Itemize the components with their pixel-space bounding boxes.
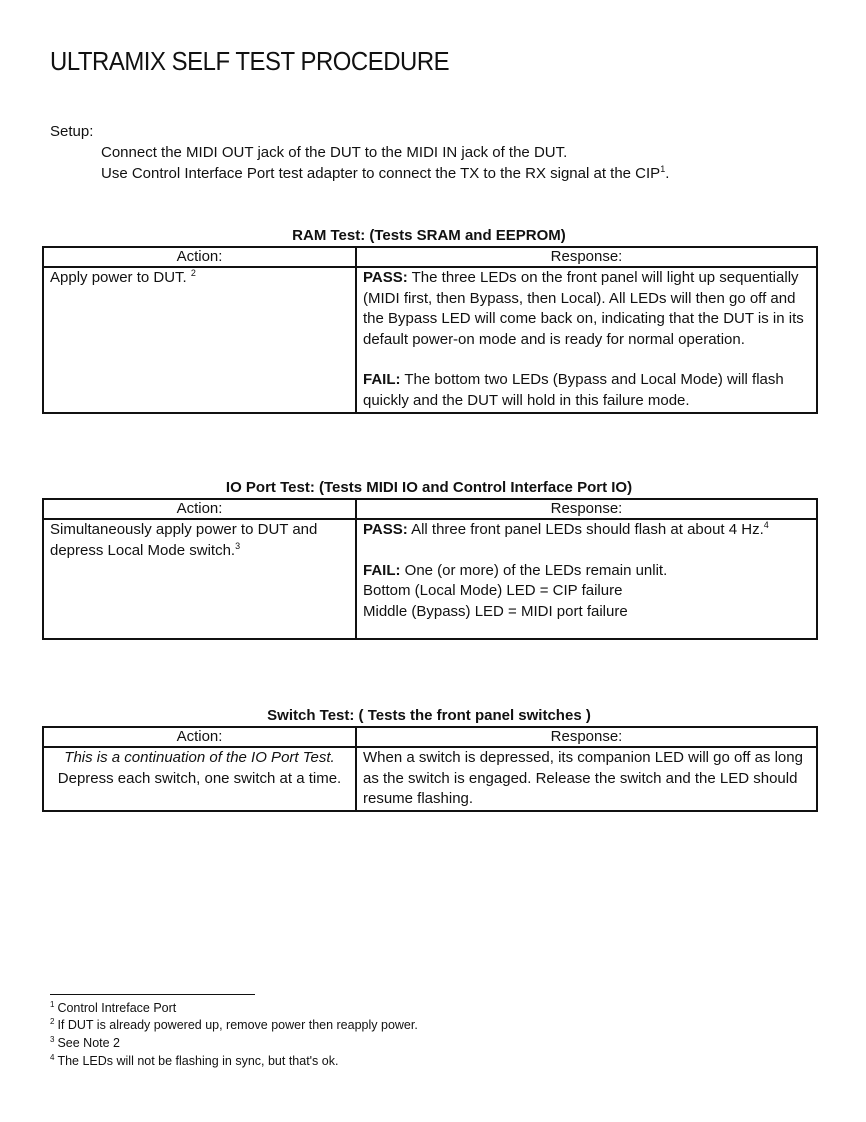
footnote-divider [50,994,255,995]
io-action-header: Action: [43,499,356,519]
footnote-1-number: 1 [50,999,55,1009]
switch-caption-rest: Test: ( Tests the front panel switches ) [315,707,591,724]
footnote-1 [50,1001,176,1015]
ram-action-cell [43,267,356,413]
ram-response-header: Response: [356,247,817,267]
setup-line-2 [101,165,669,182]
switch-caption-bold: Switch [267,707,316,724]
ram-test-caption: RAM Test: (Tests SRAM and EEPROM) [292,227,566,244]
ram-pass-text [363,268,810,350]
footnote-ref-4: 4 [763,520,769,530]
io-pass-label: PASS: [363,521,408,538]
footnote-1-text: Control Intreface Port [57,1001,177,1015]
footnote-2-text: If DUT is already powered up, remove power then reapply power. [57,1018,418,1032]
footnote-3-text: See Note 2 [57,1036,120,1050]
io-pass-body: All three front panel LEDs should flash at about 4 Hz. [407,521,764,538]
io-fail-label: FAIL: [363,561,401,579]
footnote-ref-1: 1 [660,164,666,174]
ram-pass-body: The three LEDs on the front panel will light up sequentially (MIDI first, then Bypass, then Local). All LEDs will then go off and the Bypass LED will come back on, indicating that the DUT is in its default power-on mode and is ready for normal operation. [363,269,804,348]
io-response-cell [356,519,817,639]
footnote-3-number: 3 [50,1034,55,1044]
io-action-cell [43,519,356,639]
footnote-ref-2: 2 [190,268,196,278]
ram-pass-label: PASS: [363,269,408,286]
io-test-table [42,498,818,640]
ram-response-cell [356,267,817,413]
io-action-text: Simultaneously apply power to DUT and depress Local Mode switch. [50,521,318,559]
footnote-4-text: The LEDs will not be flashing in sync, but that's ok. [57,1054,339,1068]
setup-line-2-end: . [665,165,670,182]
switch-action-cell [43,747,356,811]
ram-fail-label: FAIL: [363,371,401,388]
io-fail-text [363,561,810,582]
footnote-4 [50,1054,338,1068]
switch-test-caption [42,707,816,724]
ram-test-table [42,246,818,414]
switch-action-header: Action: [43,727,356,747]
io-test-caption: IO Port Test: (Tests MIDI IO and Control Interface Port IO) [225,479,633,496]
footnote-2-number: 2 [50,1016,55,1026]
setup-line-1: Connect the MIDI OUT jack of the DUT to the MIDI IN jack of the DUT. [101,144,568,161]
io-response-header: Response: [356,499,817,519]
io-fail-line-2: Bottom (Local Mode) LED = CIP failure [363,582,623,599]
footnote-2 [50,1018,418,1032]
page-title: ULTRAMIX SELF TEST PROCEDURE [50,46,450,76]
io-fail-line-3: Middle (Bypass) LED = MIDI port failure [363,602,628,620]
io-pass-text [363,520,810,541]
setup-line-2-text: Use Control Interface Port test adapter to connect the TX to the RX signal at the CIP [101,165,661,182]
switch-response-header: Response: [356,727,817,747]
ram-action-text: Apply power to DUT. [50,269,187,286]
switch-action-italic: This is a continuation of the IO Port Test. [64,749,335,766]
ram-fail-text [363,370,810,411]
setup-label: Setup: [50,123,94,140]
footnote-4-number: 4 [50,1052,55,1062]
switch-action-line-2: Depress each switch, one switch at a time. [57,769,342,787]
switch-response-cell: When a switch is depressed, its companion LED will go off as long as the switch is engaged. Release the switch and the LED should resume flashing. [356,747,817,811]
footnote-ref-3: 3 [235,540,241,551]
switch-test-table [42,726,818,812]
io-fail-body: One (or more) of the LEDs remain unlit. [400,561,668,579]
footnote-3 [50,1036,120,1050]
ram-fail-body: The bottom two LEDs (Bypass and Local Mode) will flash quickly and the DUT will hold in this failure mode. [363,371,784,409]
ram-action-header: Action: [43,247,356,267]
